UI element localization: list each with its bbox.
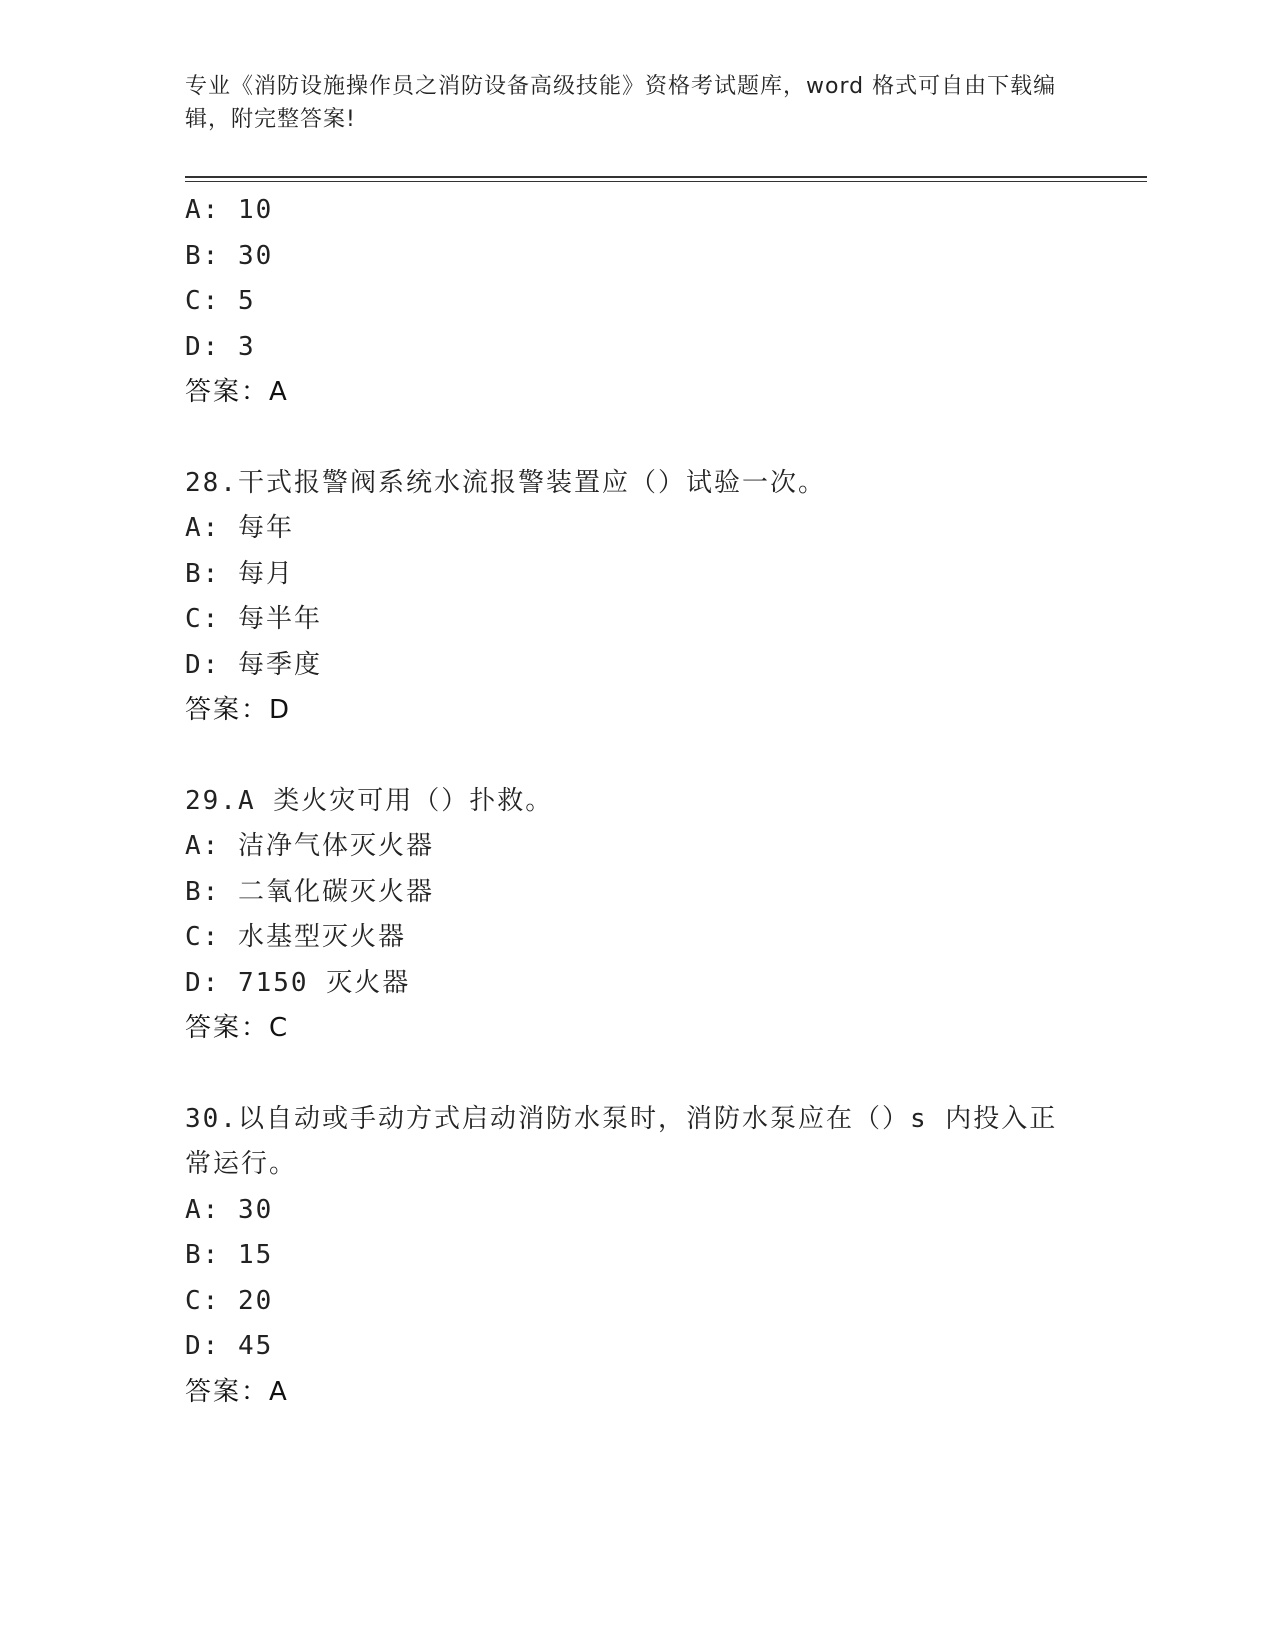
- answer: 答案：C: [185, 1013, 290, 1043]
- option-d: D: 45: [185, 1331, 274, 1361]
- option-b: B: 二氧化碳灭火器: [185, 876, 434, 907]
- question-28: [185, 461, 1085, 734]
- answer: 答案：D: [185, 695, 292, 725]
- question-30: [185, 1097, 1085, 1416]
- option-d: D: 3: [185, 331, 256, 362]
- option-b: B: 每月: [185, 558, 294, 589]
- question-27: [185, 188, 1085, 416]
- question-list: [185, 188, 1085, 1415]
- answer: 答案：A: [185, 1376, 289, 1407]
- option-d: D: 每季度: [185, 649, 322, 680]
- header-rule-thick: [185, 176, 1147, 178]
- question-text: 30.以自动或手动方式启动消防水泵时，消防水泵应在（）s 内投入正常运行。: [185, 1103, 1058, 1179]
- question-text: 28.干式报警阀系统水流报警装置应（）试验一次。: [185, 467, 826, 498]
- header-intro: 专业《消防设施操作员之消防设备高级技能》资格考试题库，word 格式可自由下载编辑，附完整答案!: [185, 74, 1057, 132]
- option-d: D: 7150 灭火器: [185, 967, 411, 998]
- answer: 答案：A: [185, 377, 289, 407]
- option-c: C: 5: [185, 286, 256, 316]
- option-a: A: 洁净气体灭火器: [185, 831, 434, 861]
- question-29: [185, 779, 1085, 1052]
- option-c: C: 20: [185, 1285, 274, 1316]
- option-c: C: 每半年: [185, 604, 322, 634]
- option-b: B: 15: [185, 1240, 274, 1270]
- option-a: A: 30: [185, 1194, 274, 1225]
- option-a: A: 10: [185, 195, 274, 225]
- spacer: [185, 734, 1085, 779]
- option-b: B: 30: [185, 240, 274, 271]
- document-header: [185, 70, 1065, 136]
- option-c: C: 水基型灭火器: [185, 922, 406, 952]
- question-text: 29.A 类火灾可用（）扑救。: [185, 785, 554, 816]
- spacer: [185, 416, 1085, 461]
- option-a: A: 每年: [185, 513, 294, 543]
- header-rule-thin: [185, 181, 1147, 182]
- spacer: [185, 1052, 1085, 1097]
